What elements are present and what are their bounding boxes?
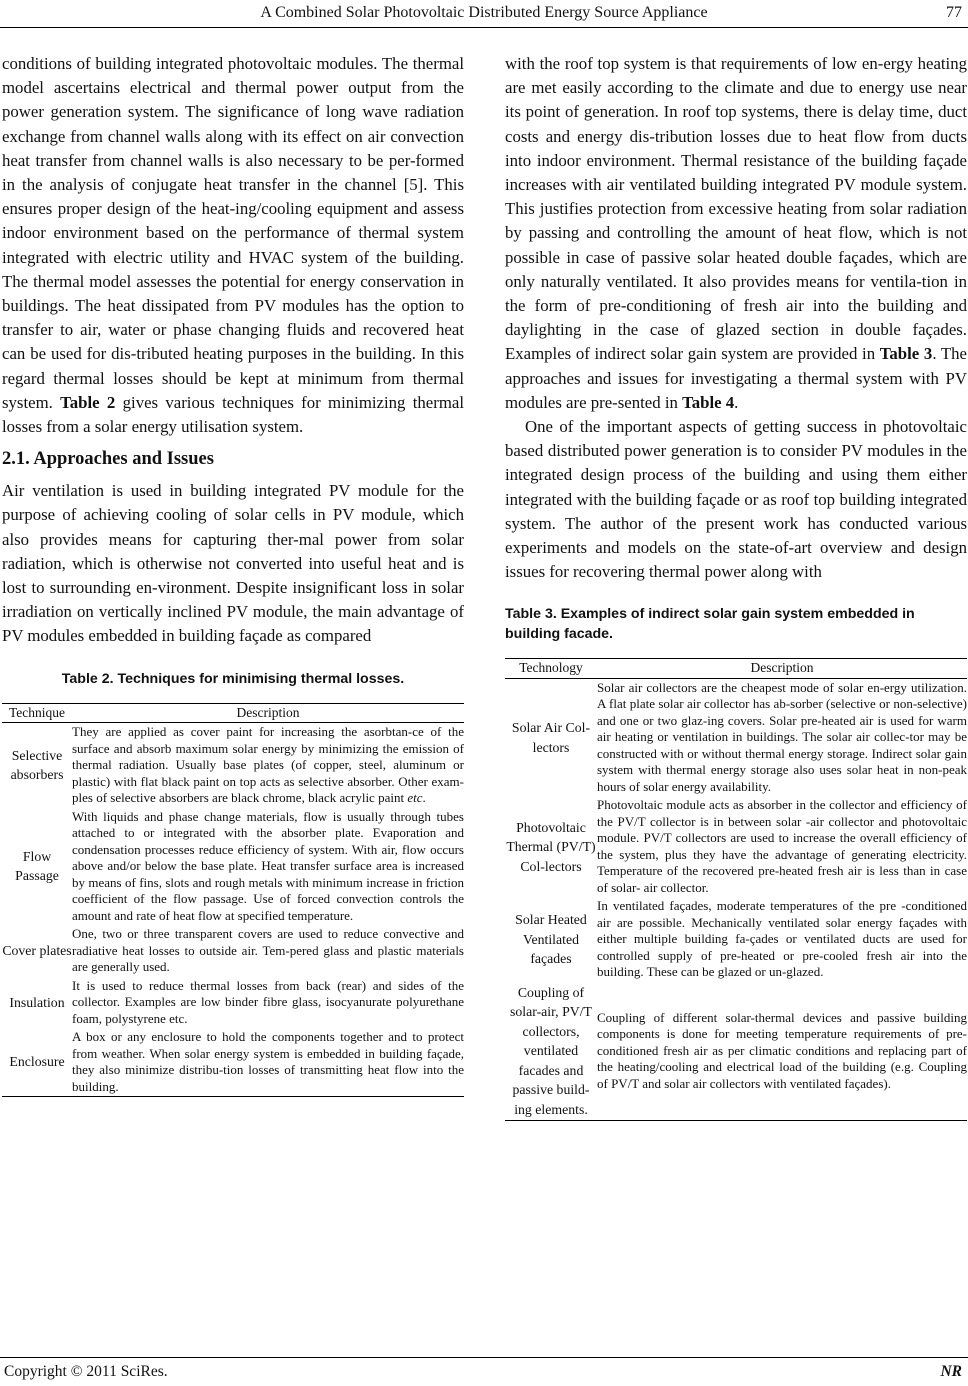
table-2-caption: Table 2. Techniques for minimising thermal losses. [61,670,405,687]
table-3-header-description: Description [597,659,967,679]
technique-cell: Flow Passage [15,848,59,884]
footer-rule [0,1357,968,1358]
table-row [2,808,464,926]
left-paragraph-1-text: conditions of building integrated photovoltaic modules. The thermal model ascertains electrical and thermal power output from the power generation system. The significance of long wave radiation exchange from channel walls along with its effect on air convection heat transfer from channel walls is also necessary to be per-formed in the analysis of conjugate heat transfer in the channel [5]. This ensures proper design of the heat-ing/cooling equipment and assess indoor environment based on the performance of thermal system integrated with electric utility and HVAC system of the building. The thermal model assesses the potential for energy conservation in buildings. The heat dissipated from PV modules has the option to transfer to air, water or phase changing fluids and recovered heat can be used for dis-tributed heating purposes in the building. In this regard thermal losses should be kept at minimum from thermal system. [2,54,464,412]
description-cell: With liquids and phase change materials, flow is usually through tubes attached to or integrated with the absorber plate. Evaporation and condensation processes reduce efficiency of system. With air, flow occurs above and/or below the base plate. Heat transfer surface area is increased by means of fins, slots and rough metals with minimum increase in friction coefficient of the flow passage. Use of forced convection controls the amount and rate of heat flow at specified temperature. [72,808,464,923]
description-tail: . [422,790,426,806]
table-3-header-technology: Technology [505,659,597,679]
running-title: A Combined Solar Photovoltaic Distributed Energy Source Appliance [260,4,708,21]
table-2-reference: Table 2 [60,392,116,412]
table-3-header-row [505,659,967,679]
technique-cell: Insulation [9,994,65,1010]
technology-cell: Coupling of solar-air, PV/T collectors, ventilated facades and passive build-ing elements. [505,982,597,1121]
table-2-header-description: Description [72,703,464,723]
technique-cell: Cover plates [2,943,72,959]
table-row [505,678,967,796]
table-3 [505,658,967,1121]
right-paragraph-2: One of the important aspects of getting success in photovoltaic based distributed power generation is to consider PV modules in the integrated design process of the building and using them either integrated with the building façade or as roof top building integrated system. The author of the present work has conducted various experiments and models on the state-of-art overview and design issues for recovering thermal power along with [505,417,967,582]
left-column [2,52,464,1097]
description-text: They are applied as cover paint for increasing the asorbtan-ce of the surface and absorb maximum solar energy by minimizing the emission of thermal radiation. Usually base plates (of copper, steel, aluminum or plastic) with flat black paint on top acts as selective absorber. Other exam-ples of selective absorbers are black chrome, black acrylic paint [72,724,464,806]
table-row [505,796,967,897]
section-heading: 2.1. Approaches and Issues [2,449,214,470]
table-row [2,925,464,977]
table-2 [2,703,464,1098]
table-3-caption: Table 3. Examples of indirect solar gain system embedded in building facade. [505,606,915,643]
table-2-header-technique: Technique [2,703,72,723]
header-rule [0,27,968,28]
table-3-reference: Table 3 [879,344,933,364]
right-paragraph-1-text: with the roof top system is that requirements of low en-ergy heating are met easily according to the climate and due to energy use near its point of generation. In roof top systems, there is delay time, duct costs and energy dis-tribution losses due to heat flow from ducts into indoor environment. Thermal resistance of the building façade increases with air ventilated building integrated PV module system. This justifies protection from excessive heating from solar radiation by passing and controlling the amount of heat flow, which is not possible in case of passive solar heated double façades, which are only naturally ventilated. It also provides means for ventila-tion in the form of pre-conditioning of fresh air into the building and daylighting in the case of glazed section in double façades. Examples of indirect solar gain system are provided in [505,54,967,364]
description-cell: Solar air collectors are the cheapest mode of solar en-ergy utilization. A flat plate solar air collector has ab-sorber (selective or non-selective) and one or two glaz-ing covers. Solar pre-heated air is used for warm air heating or ventilation in buildings. The solar air collec-tor may be constructed with or without thermal energy storage. Indirect solar gain system with thermal energy storage also uses solar heat in non-peak hours of solar energy availability. [597,679,967,794]
right-column [505,52,967,1121]
right-paragraph-1-end: . [734,392,739,412]
technique-cell: Selective absorbers [10,747,64,783]
description-cell: In ventilated façades, moderate temperatures of the pre -conditioned air are possible. Mechanically ventilated solar energy façades with either multiple building fa-çades or ventilated ducts are used for controlled supply of pre-heated or pre-cooled fresh air into the building. These can be glazed or un-glazed. [597,898,967,980]
right-paragraph-1 [505,52,967,415]
technology-cell: Solar Heated Ventilated façades [515,912,587,967]
description-cell: Photovoltaic module acts as absorber in the collector and efficiency of the PV/T collector is in between solar -air collector and photovoltaic module. PV/T collectors are used to increase the overall efficiency of the system, plus they have the advantage of generating electricity. Temperature of the recovered pre-heated fresh air is less than in case of solar- air collector. [597,797,967,895]
table-row [2,1028,464,1097]
table-2-header-row [2,703,464,723]
table-4-reference: Table 4 [682,392,735,412]
description-cell: Coupling of different solar-thermal devices and passive building components is done for meeting temperature requirements of pre-conditioned fresh air as per climatic conditions and replacing part of the heating/cooling and electrical load of the building (e.g. Coupling of PV/T and solar air collectors with ventilated façades). [597,982,967,1121]
description-cell: A box or any enclosure to hold the components together and to protect from weather. When solar energy system is embedded in building façade, they also minimize distribu-tion losses of transmitting heat flow into the building. [72,1028,464,1097]
left-paragraph-1 [2,52,464,439]
table-row [2,723,464,808]
journal-abbreviation: NR [940,1363,962,1380]
description-cell: It is used to reduce thermal losses from back (rear) and sides of the collector. Examples are low binder fibre glass, isocyanurate polyurethane foam, polystyrene etc. [72,977,464,1026]
left-paragraph-1-tail: gives various techniques for minimizing thermal losses from a solar energy utilisation system. [2,392,464,437]
description-cell: One, two or three transparent covers are used to reduce convective and radiative heat losses to outside air. Tem-pered glass and plastic materials are generally used. [72,926,464,975]
table-row [505,897,967,982]
copyright-notice: Copyright © 2011 SciRes. [4,1363,168,1380]
description-emphasis: etc [407,790,423,806]
left-paragraph-2: Air ventilation is used in building integrated PV module for the purpose of achieving cooling of solar cells in PV module, which also provides means for capturing ther-mal power from solar radiation, which is otherwise not converted into useful heat and is lost to surrounding en-vironment. Despite insignificant loss in solar irradiation on vertically inclined PV module, the main advantage of PV modules embedded in building façade as compared [2,481,464,646]
right-paragraph-1-middle: . The approaches and issues for investigating a thermal system with PV modules are pre-sented in [505,344,967,412]
page-number: 77 [946,4,962,21]
technique-cell: Enclosure [2,1028,72,1097]
table-row [2,977,464,1029]
table-row [505,982,967,1121]
technology-cell: Photovoltaic Thermal (PV/T) Col-lectors [506,819,596,874]
description-cell [72,723,464,808]
technology-cell: Solar Air Col-lectors [511,720,591,755]
